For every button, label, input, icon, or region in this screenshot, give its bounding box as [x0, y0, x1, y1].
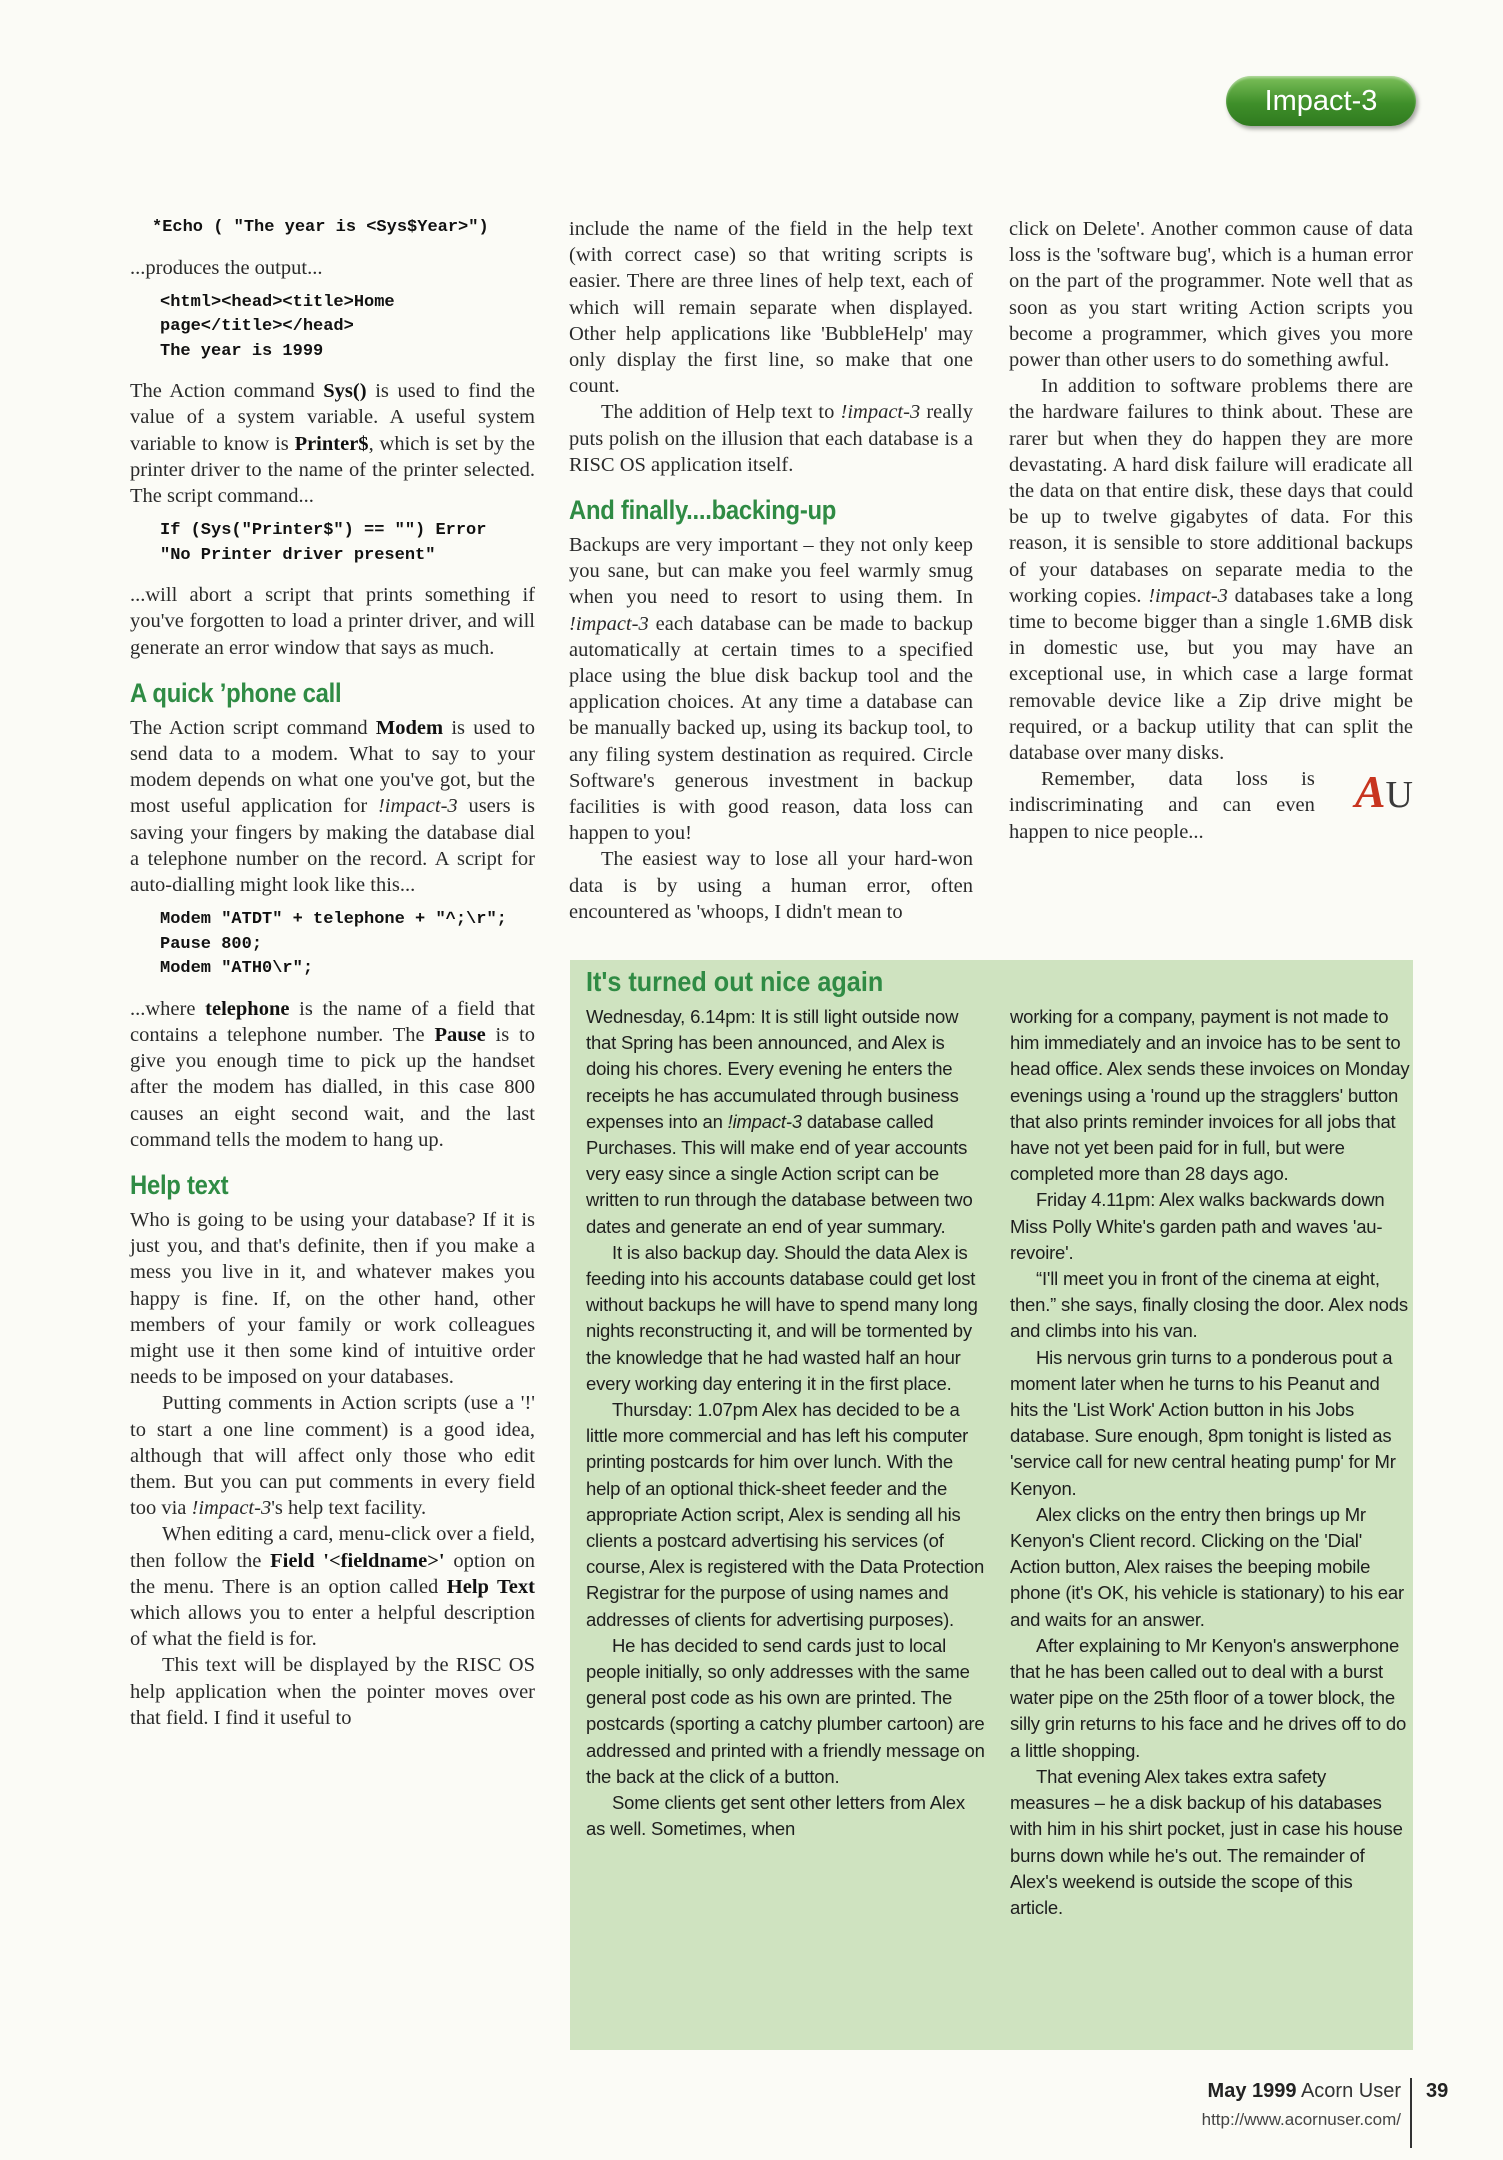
code-modem: Modem "ATDT" + telephone + "^;\r"; Pause 800; Modem "ATH0\r"; — [160, 910, 507, 979]
footer-url[interactable]: http://www.acornuser.com/ — [1201, 2110, 1401, 2129]
heading-phone-call: A quick ’phone call — [130, 677, 342, 708]
paragraph: Some clients get sent other letters from Alex as well. Sometimes, when — [586, 1792, 965, 1840]
paragraph: Backups are very important – they not only keep you sane, but can make you feel warmly smug when you need to resort to using them. In !impact-3 each database can be made to backup automatically at certain times to a specified place using the blue disk backup tool and the application choices. At any time a database can be manually backed up, using its backup tool, to any filing system destination as required. Circle Software's generous investment in backup facilities is with good reason, data loss can happen to you! — [569, 534, 973, 845]
paragraph: Putting comments in Action scripts (use a '!' to start a one line comment) is a good idea, although that will affect only those who edit them. But you can put comments in every field too via !impact-3's help text facility. — [130, 1392, 535, 1520]
page-number: 39 — [1426, 2080, 1449, 2102]
paragraph: Who is going to be using your database? If it is just you, and that's definite, then if you make a mess you live in it, and whatever makes you happy is fine. If, on the other hand, other members of your family or work colleagues might use it then some kind of intuitive order needs to be imposed on your databases. — [130, 1208, 535, 1389]
code-output: <html><head><title>Home page</title></head> The year is 1999 — [160, 292, 395, 361]
paragraph: click on Delete'. Another common cause of data loss is the 'software bug', which is a human error on the part of the programmer. Note well that as soon as you start writing Action scripts you become a programmer, which gives you more power than other users to do something awful. — [1009, 218, 1413, 372]
paragraph: AU Remember, data loss is indiscriminating and can even happen to nice people... — [1009, 766, 1413, 843]
paragraph: Wednesday, 6.14pm: It is still light outside now that Spring has been announced, and Alex is doing his chores. Every evening he enters the receipts he has accumulated through business expenses into an !impact-3 database called Purchases. This will make end of year accounts very easy since a single Action script can be written to run through the database between two dates and generate an end of year summary. — [586, 1006, 973, 1237]
paragraph: ...will abort a script that prints something if you've forgotten to load a printer driver, and will generate an error window that says as much. — [130, 584, 535, 659]
paragraph: ...where telephone is the name of a field that contains a telephone number. The Pause is to give you enough time to pick up the handset after the modem has dialled, in this case 800 causes an eight second wait, and the last command tells the modem to hang up. — [130, 997, 535, 1151]
paragraph: Friday 4.11pm: Alex walks backwards down Miss Polly White's garden path and waves 'au-revoire'. — [1010, 1189, 1385, 1263]
paragraph: working for a company, payment is not made to him immediately and an invoice has to be sent to head office. Alex sends these invoices on Monday evenings using a 'round up the stragglers' button that also prints reminder invoices for all jobs that have not yet been paid for in full, but were completed more than 28 days ago. — [1010, 1006, 1410, 1185]
paragraph: He has decided to send cards just to local people initially, so only addresses with the same general post code as his own are printed. The postcards (sporting a catchy plumber cartoon) are addressed and printed with a friendly message on the back at the click of a button. — [586, 1634, 985, 1787]
footer-divider — [1410, 2078, 1412, 2148]
paragraph: This text will be displayed by the RISC OS help application when the pointer moves over that field. I find it useful to — [130, 1654, 535, 1729]
paragraph: Alex clicks on the entry then brings up Mr Kenyon's Client record. Clicking on the 'Dial' Action button, Alex raises the beeping mobile phone (it's OK, his vehicle is stationary) to his ear and waits for an answer. — [1010, 1503, 1404, 1630]
footer-issue: May 1999 Acorn User — [1207, 2080, 1401, 2102]
boxout-column-left — [586, 1004, 986, 1843]
paragraph: ...produces the output... — [130, 256, 323, 279]
column-2 — [569, 216, 973, 925]
paragraph: The addition of Help text to !impact-3 really puts polish on the illusion that each database is a RISC OS application itself. — [569, 401, 974, 476]
paragraph: The Action command Sys() is used to find the value of a system variable. A useful system variable to know is Printer$, which is set by the printer driver to the name of the printer selected. The script command... — [130, 380, 536, 508]
column-1 — [130, 216, 535, 1731]
paragraph: When editing a card, menu-click over a field, then follow the Field '<fieldname>' option on the menu. There is an option called Help Text which allows you to enter a helpful description of what the field is for. — [130, 1523, 535, 1651]
heading-backing-up: And finally....backing-up — [569, 495, 837, 526]
section-tag-badge: Impact-3 — [1226, 76, 1416, 126]
paragraph: “I'll meet you in front of the cinema at eight, then.” she says, finally closing the door. Alex nods and climbs into his van. — [1010, 1268, 1408, 1342]
paragraph: The easiest way to lose all your hard-won data is by using a human error, often encountered as 'whoops, I didn't mean to — [569, 848, 973, 923]
paragraph: In addition to software problems there are the hardware failures to think about. These are rarer but when they do happen they are more devastating. A hard disk failure will eradicate all the data on that entire disk, these days that could be up to twelve gigabytes of data. For this reason, it is sensible to store additional backups of your databases on separate media to the working copies. !impact-3 databases take a long time to become bigger than a single 1.6MB disk in domestic use, but you may have an exceptional use, in which case a large format removable device like a Zip drive might be required, or a backup utility that can split the database over many disks. — [1009, 375, 1413, 765]
paragraph: The Action script command Modem is used to send data to a modem. What to say to your modem depends on what one you've got, but the most useful application for !impact-3 users is saving your fingers by making the database dial a telephone number on the record. A script for auto-dialling might look like this... — [130, 716, 536, 897]
paragraph: That evening Alex takes extra safety measures – he a disk backup of his databases with him in his shirt pocket, just in case his house burns down while he's out. The remainder of Alex's weekend is outside the scope of this article. — [1010, 1765, 1403, 1918]
column-3 — [1009, 216, 1413, 845]
code-printer-check: If (Sys("Printer$") == "") Error "No Printer driver present" — [160, 521, 487, 565]
paragraph: His nervous grin turns to a ponderous pout a moment later when he turns to his Peanut and hits the 'List Work' Action button in his Jobs database. Sure enough, 8pm tonight is listed as 'service call for new central heating pump' for Mr Kenyon. — [1010, 1346, 1396, 1499]
boxout-turned-out-nice — [570, 960, 1413, 2050]
boxout-title: It's turned out nice again — [586, 966, 884, 997]
paragraph: include the name of the field in the help text (with correct case) so that writing scripts is easier. There are three lines of help text, each of which will remain separate when displayed. Other help applications like 'BubbleHelp' may only display the first line, so make that one count. — [569, 218, 973, 398]
boxout-column-right — [1010, 1004, 1410, 1921]
paragraph: It is also backup day. Should the data Alex is feeding into his accounts database could get lost without backups he will have to spend many long nights reconstructing it, and will be tormented by the knowledge that he had wasted half an hour every working day entering it in the first place. — [586, 1241, 978, 1394]
acorn-user-logo: AU — [1354, 766, 1413, 818]
paragraph: After explaining to Mr Kenyon's answerphone that he has been called out to deal with a burst water pipe on the 25th floor of a tower block, the silly grin returns to his face and he drives off to do a little shopping. — [1010, 1634, 1407, 1761]
code-echo: *Echo ( "The year is <Sys$Year>") — [152, 218, 489, 237]
paragraph: Thursday: 1.07pm Alex has decided to be a little more commercial and has left his computer printing postcards for him over lunch. With the help of an optional thick-sheet feeder and the appropriate Action script, Alex is sending all his clients a postcard advertising his services (of course, Alex is registered with the Data Protection Registrar for the purpose of using names and addresses of clients for advertising purposes). — [586, 1399, 985, 1630]
heading-help-text: Help text — [130, 1169, 229, 1200]
